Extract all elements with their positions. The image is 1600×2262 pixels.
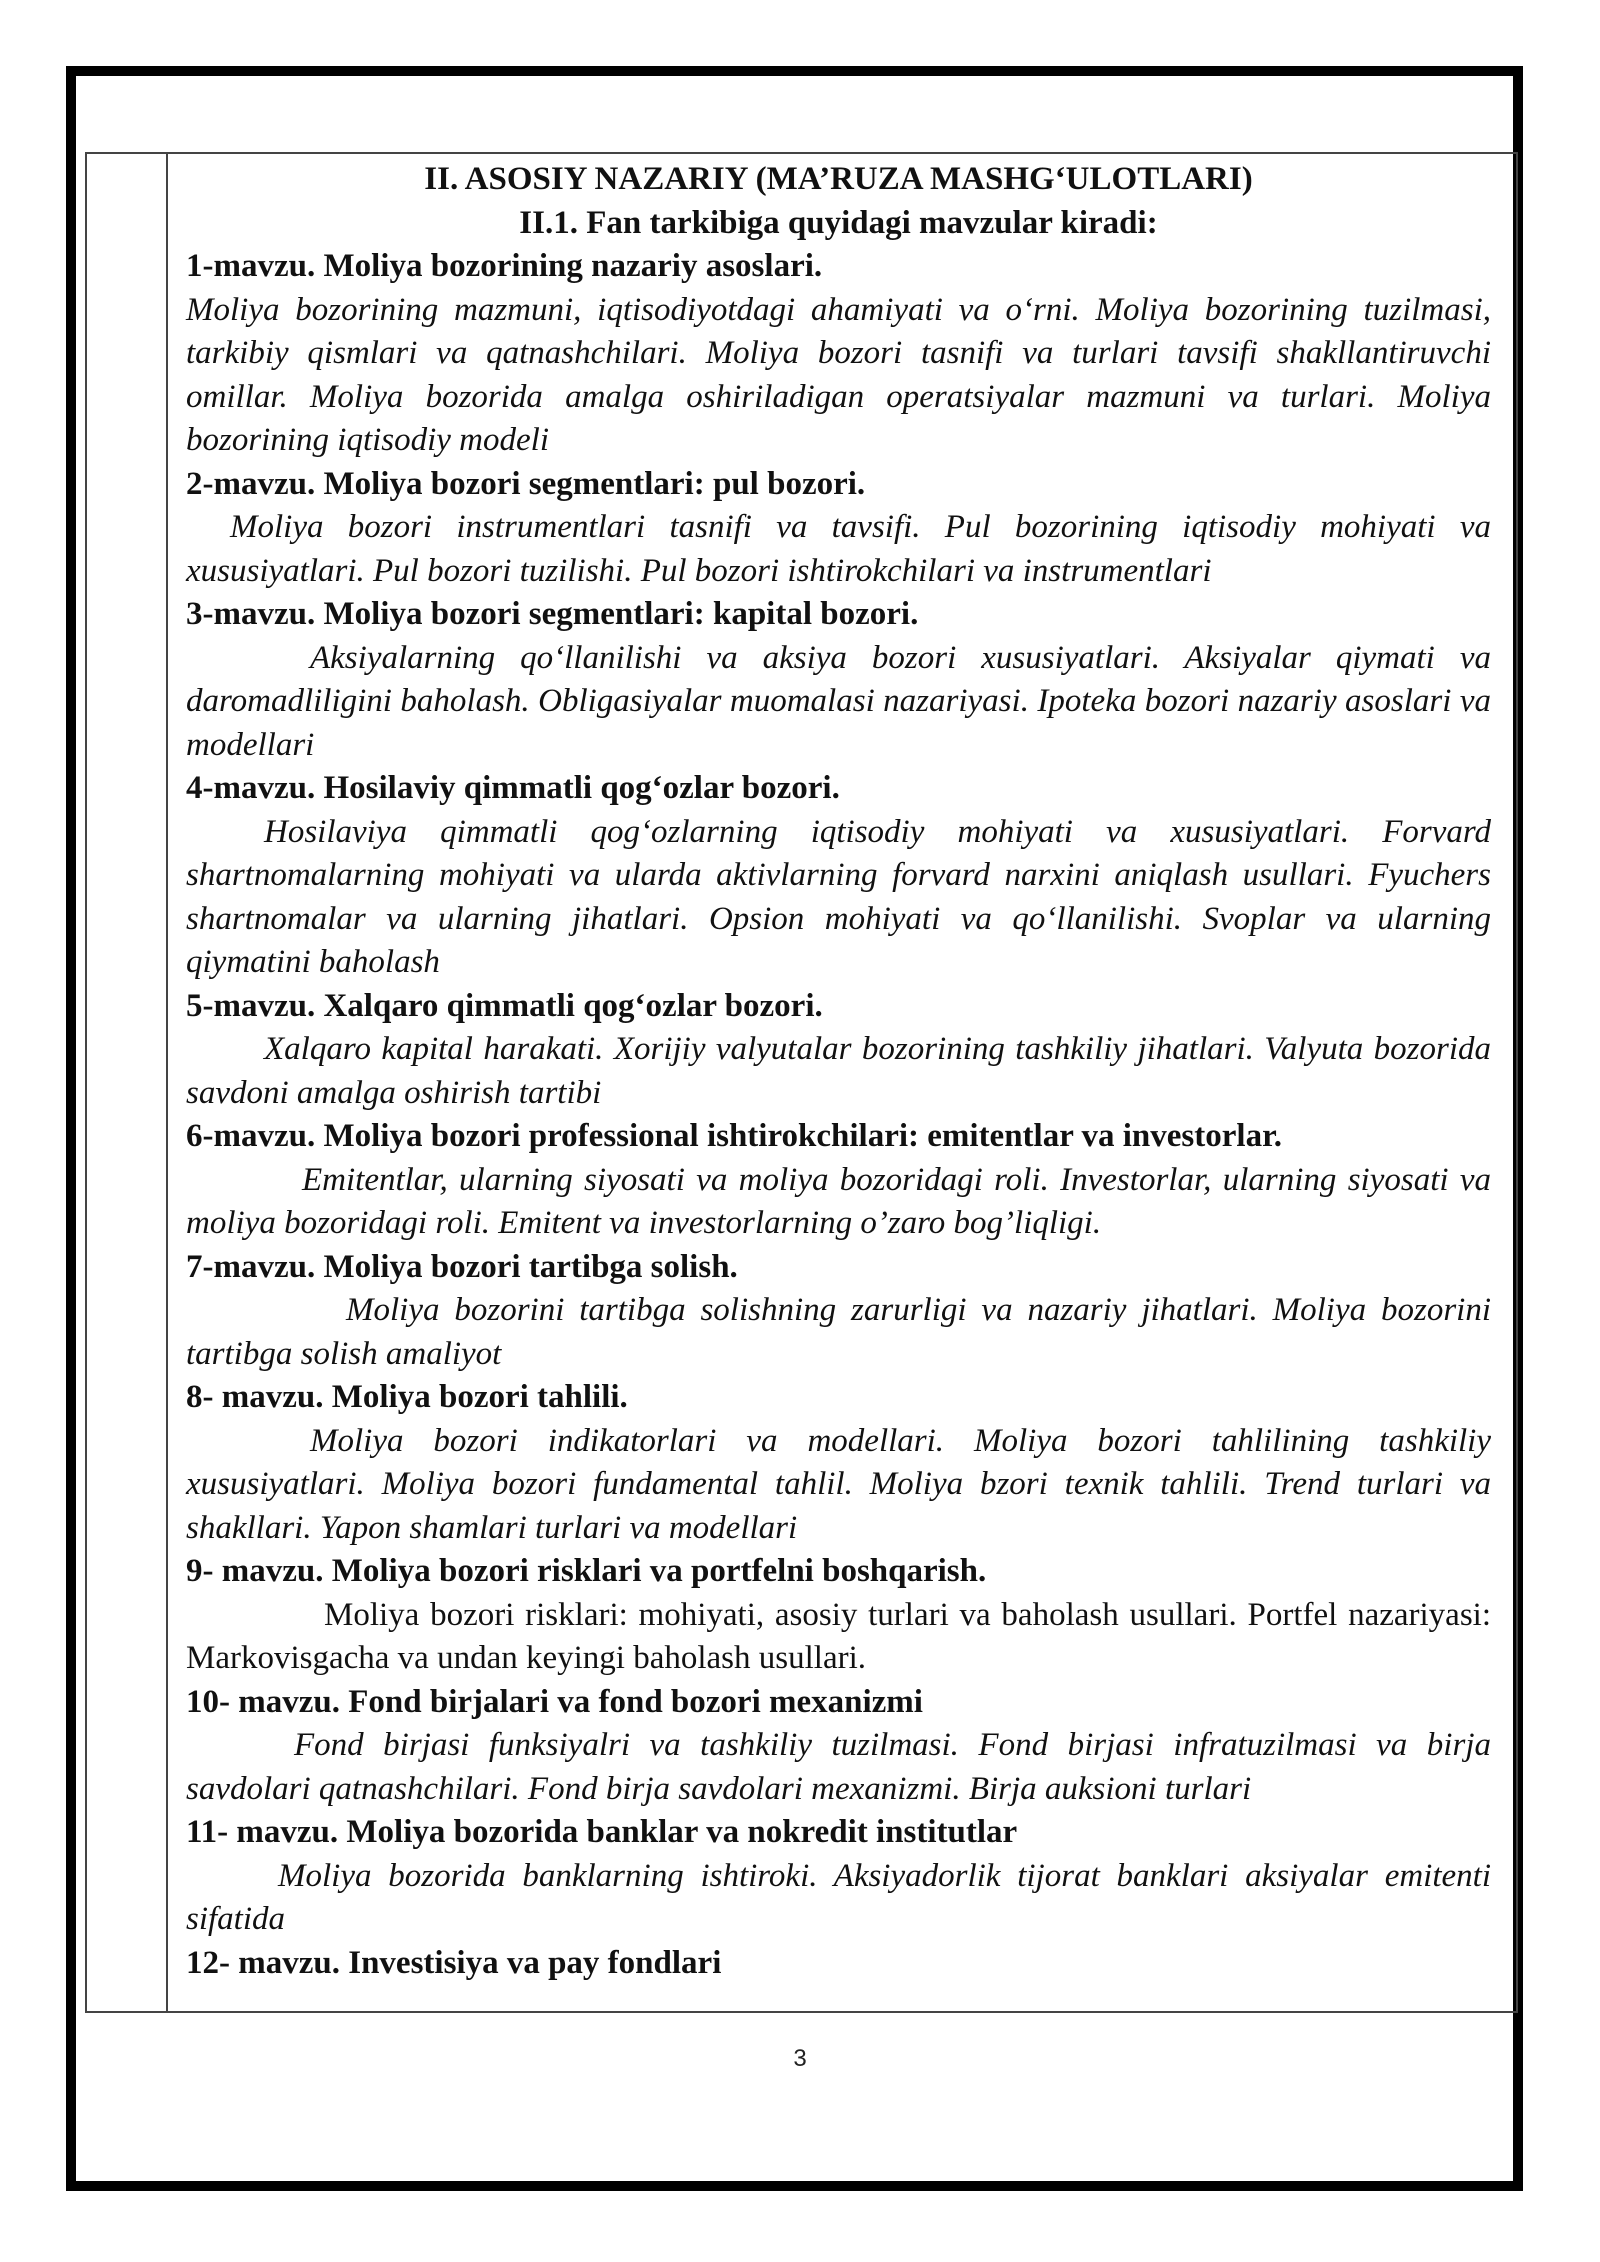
topic-description: Xalqaro kapital harakati. Xorijiy valyutalar bozorining tashkiliy jihatlari. Valyuta bozorida savdoni amalga oshirish tartibi: [186, 1031, 1491, 1111]
topic-title: 1-mavzu. Moliya bozorining nazariy asoslari.: [186, 248, 823, 284]
topic-title: 3-mavzu. Moliya bozori segmentlari: kapital bozori.: [186, 596, 919, 632]
topic-title: 9- mavzu. Moliya bozori risklari va portfelni boshqarish.: [186, 1553, 987, 1589]
topic-title: 8- mavzu. Moliya bozori tahlili.: [186, 1379, 628, 1415]
section-heading: II. ASOSIY NAZARIY (MA’RUZA MASHG‘ULOTLARI): [424, 161, 1253, 197]
topic-description: Moliya bozori instrumentlari tasnifi va tavsifi. Pul bozorining iqtisodiy mohiyati va xususiyatlari. Pul bozori tuzilishi. Pul bozori ishtirokchilari va instrumentlari: [186, 509, 1491, 589]
section-subheading: II.1. Fan tarkibiga quyidagi mavzular kiradi:: [519, 204, 1158, 241]
topic-description: Hosilaviya qimmatli qog‘ozlarning iqtisodiy mohiyati va xususiyatlari. Forvard shartnomalarning mohiyati va ularda aktivlarning forvard narxini aniqlash usullari. Fyuchers shartnomalar va ularning jihatlari. Opsion mohiyati va qo‘llanilishi. Svoplar va ularning qiymatini baholash: [186, 813, 1491, 980]
topic-title: 6-mavzu. Moliya bozori professional ishtirokchilari: emitentlar va investorlar.: [186, 1118, 1282, 1154]
topic-description: Moliya bozorida banklarning ishtiroki. Aksiyadorlik tijorat banklari aksiyalar emitenti sifatida: [186, 1857, 1491, 1937]
topic-description: Aksiyalarning qo‘llanilishi va aksiya bozori xususiyatlari. Aksiyalar qiymati va daromadliligini baholash. Obligasiyalar muomalasi nazariyasi. Ipoteka bozori nazariy asoslari va modellari: [186, 639, 1491, 763]
topic-description: Moliya bozorining mazmuni, iqtisodiyotdagi ahamiyati va o‘rni. Moliya bozorining tuzilmasi, tarkibiy qismlari va qatnashchilari. Moliya bozori tasnifi va turlari tavsifi shakllantiruvchi omillar. Moliya bozorida amalga oshiriladigan operatsiyalar mazmuni va turlari. Moliya bozorining iqtisodiy modeli: [186, 291, 1491, 458]
topic-title: 12- mavzu. Investisiya va pay fondlari: [186, 1944, 722, 1981]
topic-title: 5-mavzu. Xalqaro qimmatli qog‘ozlar bozori.: [186, 987, 823, 1024]
topic-description: Emitentlar, ularning siyosati va moliya bozoridagi roli. Investorlar, ularning siyosati va moliya bozoridagi roli. Emitent va investorlarning o’zaro bog’liqligi.: [186, 1161, 1491, 1241]
topic-description: Fond birjasi funksiyalri va tashkiliy tuzilmasi. Fond birjasi infratuzilmasi va birja savdolari qatnashchilari. Fond birja savdolari mexanizmi. Birja auksioni turlari: [186, 1727, 1491, 1807]
topic-title: 10- mavzu. Fond birjalari va fond bozori mexanizmi: [186, 1683, 923, 1720]
topic-title: 2-mavzu. Moliya bozori segmentlari: pul bozori.: [186, 465, 866, 502]
table-column-divider: [166, 152, 168, 2013]
page-number: 3: [793, 2045, 807, 2072]
topic-title: 7-mavzu. Moliya bozori tartibga solish.: [186, 1248, 738, 1285]
document-content: [186, 158, 1491, 1985]
topic-description: Moliya bozorini tartibga solishning zarurligi va nazariy jihatlari. Moliya bozorini tartibga solish amaliyot: [186, 1292, 1491, 1372]
topic-title: 11- mavzu. Moliya bozorida banklar va nokredit institutlar: [186, 1814, 1018, 1850]
topic-description: Moliya bozori risklari: mohiyati, asosiy turlari va baholash usullari. Portfel nazariyasi: Markovisgacha va undan keyingi baholash usullari.: [186, 1596, 1491, 1676]
topic-title: 4-mavzu. Hosilaviy qimmatli qog‘ozlar bozori.: [186, 770, 840, 806]
topic-description: Moliya bozori indikatorlari va modellari. Moliya bozori tahlilining tashkiliy xususiyatlari. Moliya bozori fundamental tahlil. Moliya bzori texnik tahlili. Trend turlari va shakllari. Yapon shamlari turlari va modellari: [186, 1422, 1491, 1546]
